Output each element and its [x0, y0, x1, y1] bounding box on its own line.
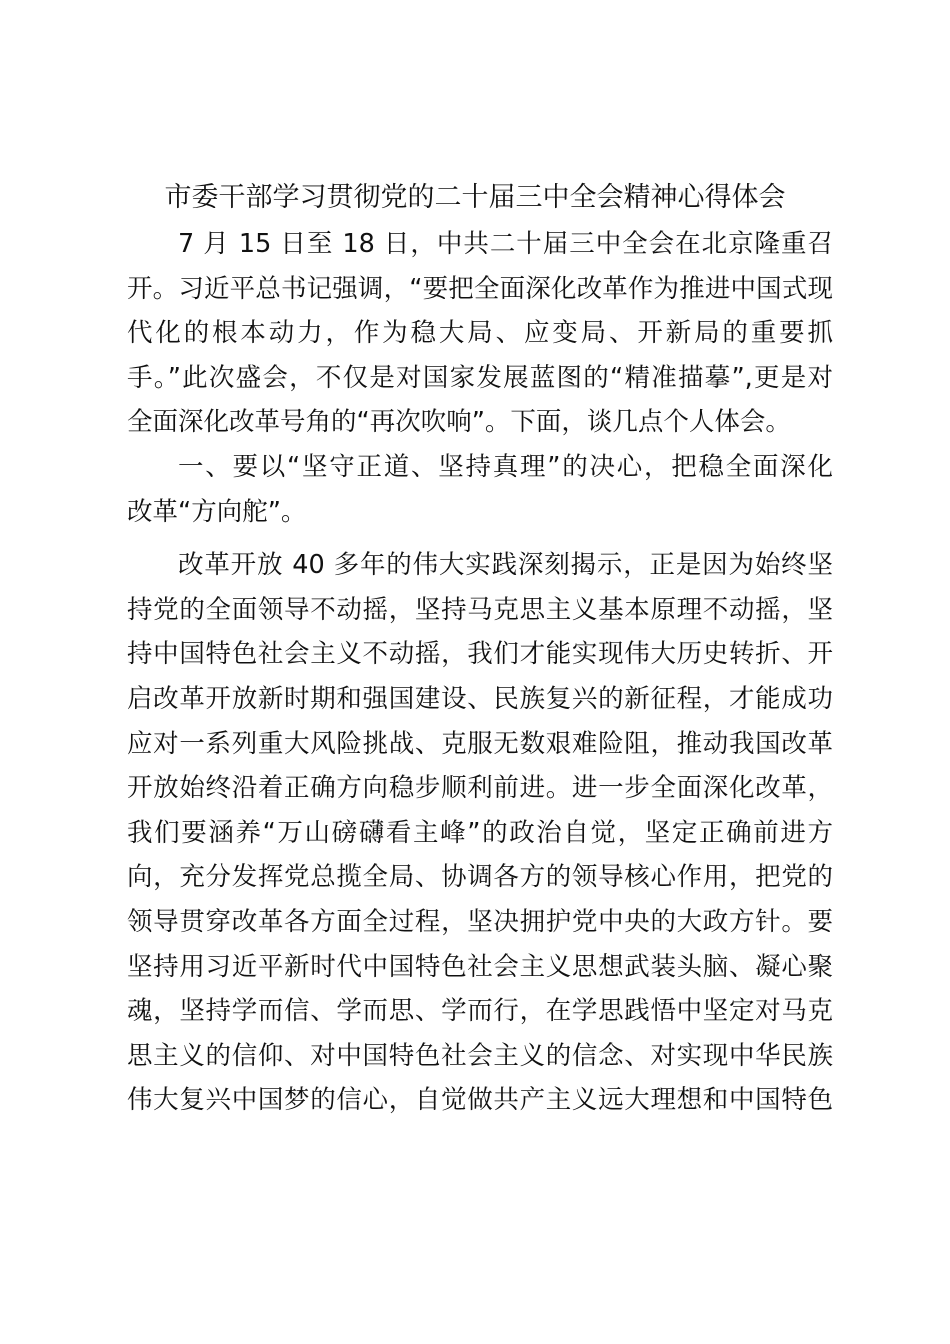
document-body: [127, 222, 833, 1123]
text-line: 改革开放 40 多年的伟大实践深刻揭示，正是因为始终坚: [178, 550, 833, 581]
text-line: 7 月 15 日至 18 日，中共二十届三中全会在北京隆重召: [178, 229, 833, 259]
paragraph-intro: [127, 222, 833, 445]
text-line: 全面深化改革号角的“再次吹响”。下面，谈几点个人体会。: [127, 407, 791, 438]
text-line: 伟大复兴中国梦的信心，自觉做共产主义远大理想和中国特色: [127, 1085, 833, 1116]
text-line: 持中国特色社会主义不动摇，我们才能实现伟大历史转折、开: [127, 639, 833, 670]
text-line: 一、要以“坚守正道、坚持真理”的决心，把稳全面深化: [178, 451, 833, 482]
text-line: 应对一系列重大风险挑战、克服无数艰难险阻，推动我国改革: [127, 728, 833, 759]
paragraph-gap: [127, 534, 833, 543]
text-line: 手。”此次盛会，不仅是对国家发展蓝图的“精准描摹”,更是对: [127, 362, 833, 393]
text-line: 持党的全面领导不动摇，坚持马克思主义基本原理不动摇，坚: [127, 594, 833, 625]
text-line: 开。习近平总书记强调，“要把全面深化改革作为推进中国式现: [127, 273, 833, 304]
document-title: 市委干部学习贯彻党的二十届三中全会精神心得体会: [164, 182, 786, 213]
text-line: 领导贯穿改革各方面全过程，坚决拥护党中央的大政方针。要: [127, 906, 833, 937]
text-line: 改革“方向舵”。: [127, 496, 307, 527]
text-line: 魂，坚持学而信、学而思、学而行，在学思践悟中坚定对马克: [127, 996, 833, 1027]
text-line: 坚持用习近平新时代中国特色社会主义思想武装头脑、凝心聚: [127, 951, 833, 982]
paragraph-body: [127, 543, 833, 1123]
text-line: 向，充分发挥党总揽全局、协调各方的领导核心作用，把党的: [127, 862, 833, 893]
text-line: 思主义的信仰、对中国特色社会主义的信念、对实现中华民族: [127, 1040, 833, 1071]
section-heading-1: [127, 445, 833, 534]
text-line: 代化的根本动力，作为稳大局、应变局、开新局的重要抓: [127, 318, 833, 349]
text-line: 启改革开放新时期和强国建设、民族复兴的新征程，才能成功: [127, 683, 833, 714]
text-line: 我们要涵养“万山磅礴看主峰”的政治自觉，坚定正确前进方: [127, 817, 833, 848]
text-line: 开放始终沿着正确方向稳步顺利前进。进一步全面深化改革，: [127, 773, 833, 804]
